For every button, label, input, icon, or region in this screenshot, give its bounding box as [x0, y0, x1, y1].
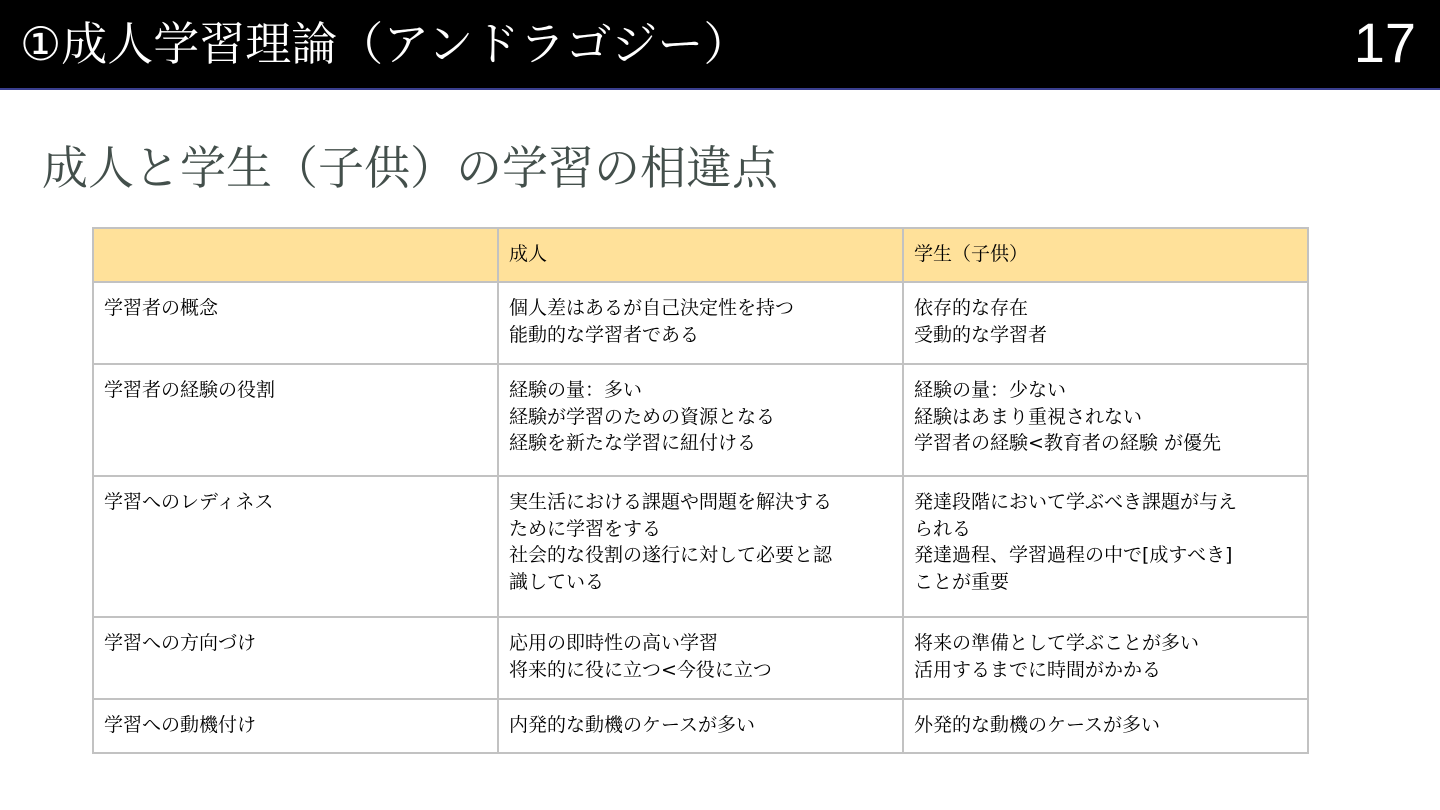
cell-line: 学習者の概念 [104, 297, 219, 319]
row-label [93, 282, 498, 364]
cell-line: 社会的な役割の遂行に対して必要と認 [509, 544, 833, 566]
cell-line: ことが重要 [914, 570, 1010, 593]
adult-cell [498, 617, 903, 699]
student-cell [903, 364, 1308, 476]
table-row [93, 282, 1308, 364]
cell-line: 将来の準備として学ぶことが多い [914, 632, 1200, 654]
cell-line: 識している [509, 570, 605, 593]
cell-line: 内発的な動機のケースが多い [509, 714, 756, 736]
row-label [93, 364, 498, 476]
cell-line: 活用するまでに時間がかかる [914, 658, 1162, 681]
cell-line: 個人差はあるが自己決定性を持つ [509, 297, 795, 319]
cell-line: 経験はあまり重視されない [914, 405, 1143, 428]
cell-line: 経験の量：少ない [914, 379, 1067, 401]
cell-line: られる [914, 517, 972, 540]
cell-line: 能動的な学習者である [509, 323, 700, 346]
adult-cell [498, 364, 903, 476]
row-label [93, 476, 498, 617]
cell-line: 学習への動機付け [104, 714, 257, 736]
header-cell-adult: 成人 [498, 228, 903, 282]
student-cell [903, 282, 1308, 364]
slide-title: ①成人学習理論（アンドラゴジー） [20, 17, 750, 71]
table-header-row [93, 228, 1308, 282]
cell-line: 経験が学習のための資源となる [509, 405, 776, 428]
row-label [93, 699, 498, 753]
header-cell-empty [93, 228, 498, 282]
header-cell-student: 学生（子供） [903, 228, 1308, 282]
table-row [93, 617, 1308, 699]
cell-line: 学習へのレディネス [104, 491, 274, 513]
cell-line: 実生活における課題や問題を解決する [509, 491, 833, 513]
title-bar [0, 0, 1440, 90]
cell-line: ために学習をする [509, 517, 662, 540]
student-cell [903, 699, 1308, 753]
cell-line: 将来的に役に立つ<今役に立つ [509, 658, 772, 681]
table-row [93, 364, 1308, 476]
cell-line: 発達過程、学習過程の中で[成すべき] [914, 544, 1233, 566]
slide-subtitle: 成人と学生（子供）の学習の相違点 [42, 141, 778, 195]
adult-cell [498, 699, 903, 753]
cell-line: 学習への方向づけ [104, 632, 257, 654]
table-row [93, 699, 1308, 753]
cell-line: 応用の即時性の高い学習 [509, 632, 719, 654]
cell-line: 学習者の経験の役割 [104, 379, 276, 401]
student-cell [903, 476, 1308, 617]
cell-line: 依存的な存在 [914, 297, 1029, 319]
adult-cell [498, 476, 903, 617]
cell-line: 経験の量：多い [509, 379, 643, 401]
cell-line: 外発的な動機のケースが多い [914, 714, 1161, 736]
row-label [93, 617, 498, 699]
cell-line: 受動的な学習者 [914, 323, 1048, 346]
page-number: 17 [1353, 11, 1416, 74]
cell-line: 学習者の経験<教育者の経験 が優先 [914, 432, 1221, 454]
adult-cell [498, 282, 903, 364]
table-row [93, 476, 1308, 617]
cell-line: 経験を新たな学習に紐付ける [509, 432, 757, 454]
cell-line: 発達段階において学ぶべき課題が与え [914, 491, 1238, 513]
student-cell [903, 617, 1308, 699]
comparison-table [92, 227, 1309, 754]
